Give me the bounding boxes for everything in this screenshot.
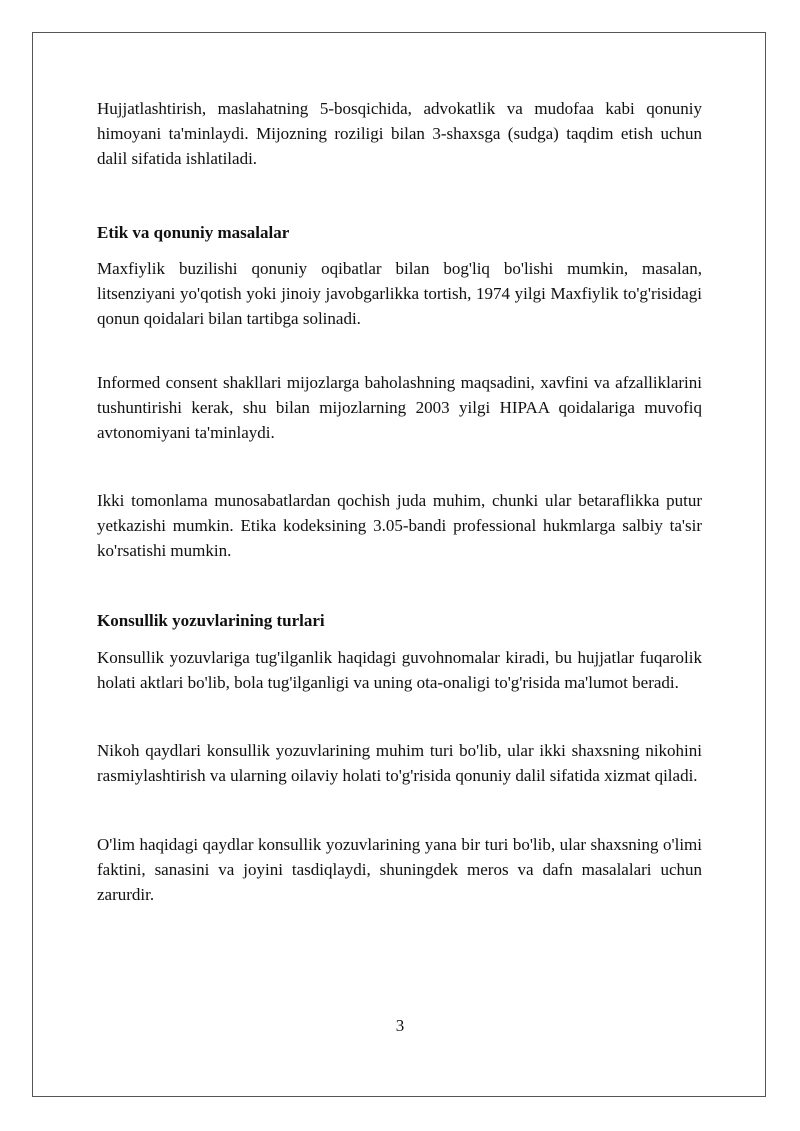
paragraph-marriage-records: Nikoh qaydlari konsullik yozuvlarining muhim turi bo'lib, ular ikki shaxsning nikohini rasmiylashtirish va ularning oilaviy holati to'g'risida qonuniy dalil sifatida xizmat qiladi.	[97, 741, 702, 785]
page-number: 3	[395, 1016, 405, 1035]
heading-ethics-legal: Etik va qonuniy masalalar	[97, 223, 290, 242]
paragraph-dual-relationships: Ikki tomonlama munosabatlardan qochish juda muhim, chunki ular betaraflikka putur yetkazishi mumkin. Etika kodeksining 3.05-bandi professional hukmlarga salbiy ta'sir ko'rsatishi mumkin.	[97, 491, 702, 560]
heading-record-types: Konsullik yozuvlarining turlari	[97, 611, 325, 630]
paragraph-informed-consent: Informed consent shakllari mijozlarga baholashning maqsadini, xavfini va afzalliklarini tushuntirishi kerak, shu bilan mijozlarning 2003 yilgi HIPAA qoidalariga muvofiq avtonomiyani ta'minlaydi.	[97, 373, 702, 442]
paragraph-documentation: Hujjatlashtirish, maslahatning 5-bosqichida, advokatlik va mudofaa kabi qonuniy himoyani ta'minlaydi. Mijozning roziligi bilan 3-shaxsga (sudga) taqdim etish uchun dalil sifatida ishlatiladi.	[97, 99, 702, 168]
paragraph-birth-certificates: Konsullik yozuvlariga tug'ilganlik haqidagi guvohnomalar kiradi, bu hujjatlar fuqarolik holati aktlari bo'lib, bola tug'ilganligi va uning ota-onaligi to'g'risida ma'lumot beradi.	[97, 648, 702, 692]
paragraph-death-records: O'lim haqidagi qaydlar konsullik yozuvlarining yana bir turi bo'lib, ular shaxsning o'limi faktini, sanasini va joyini tasdiqlaydi, shuningdek meros va dafn masalalari uchun zarurdir.	[97, 835, 702, 904]
paragraph-confidentiality: Maxfiylik buzilishi qonuniy oqibatlar bilan bog'liq bo'lishi mumkin, masalan, litsenziyani yo'qotish yoki jinoiy javobgarlikka tortish, 1974 yilgi Maxfiylik to'g'risidagi qonun qoidalari bilan tartibga solinadi.	[97, 259, 702, 328]
page-content	[97, 96, 702, 907]
